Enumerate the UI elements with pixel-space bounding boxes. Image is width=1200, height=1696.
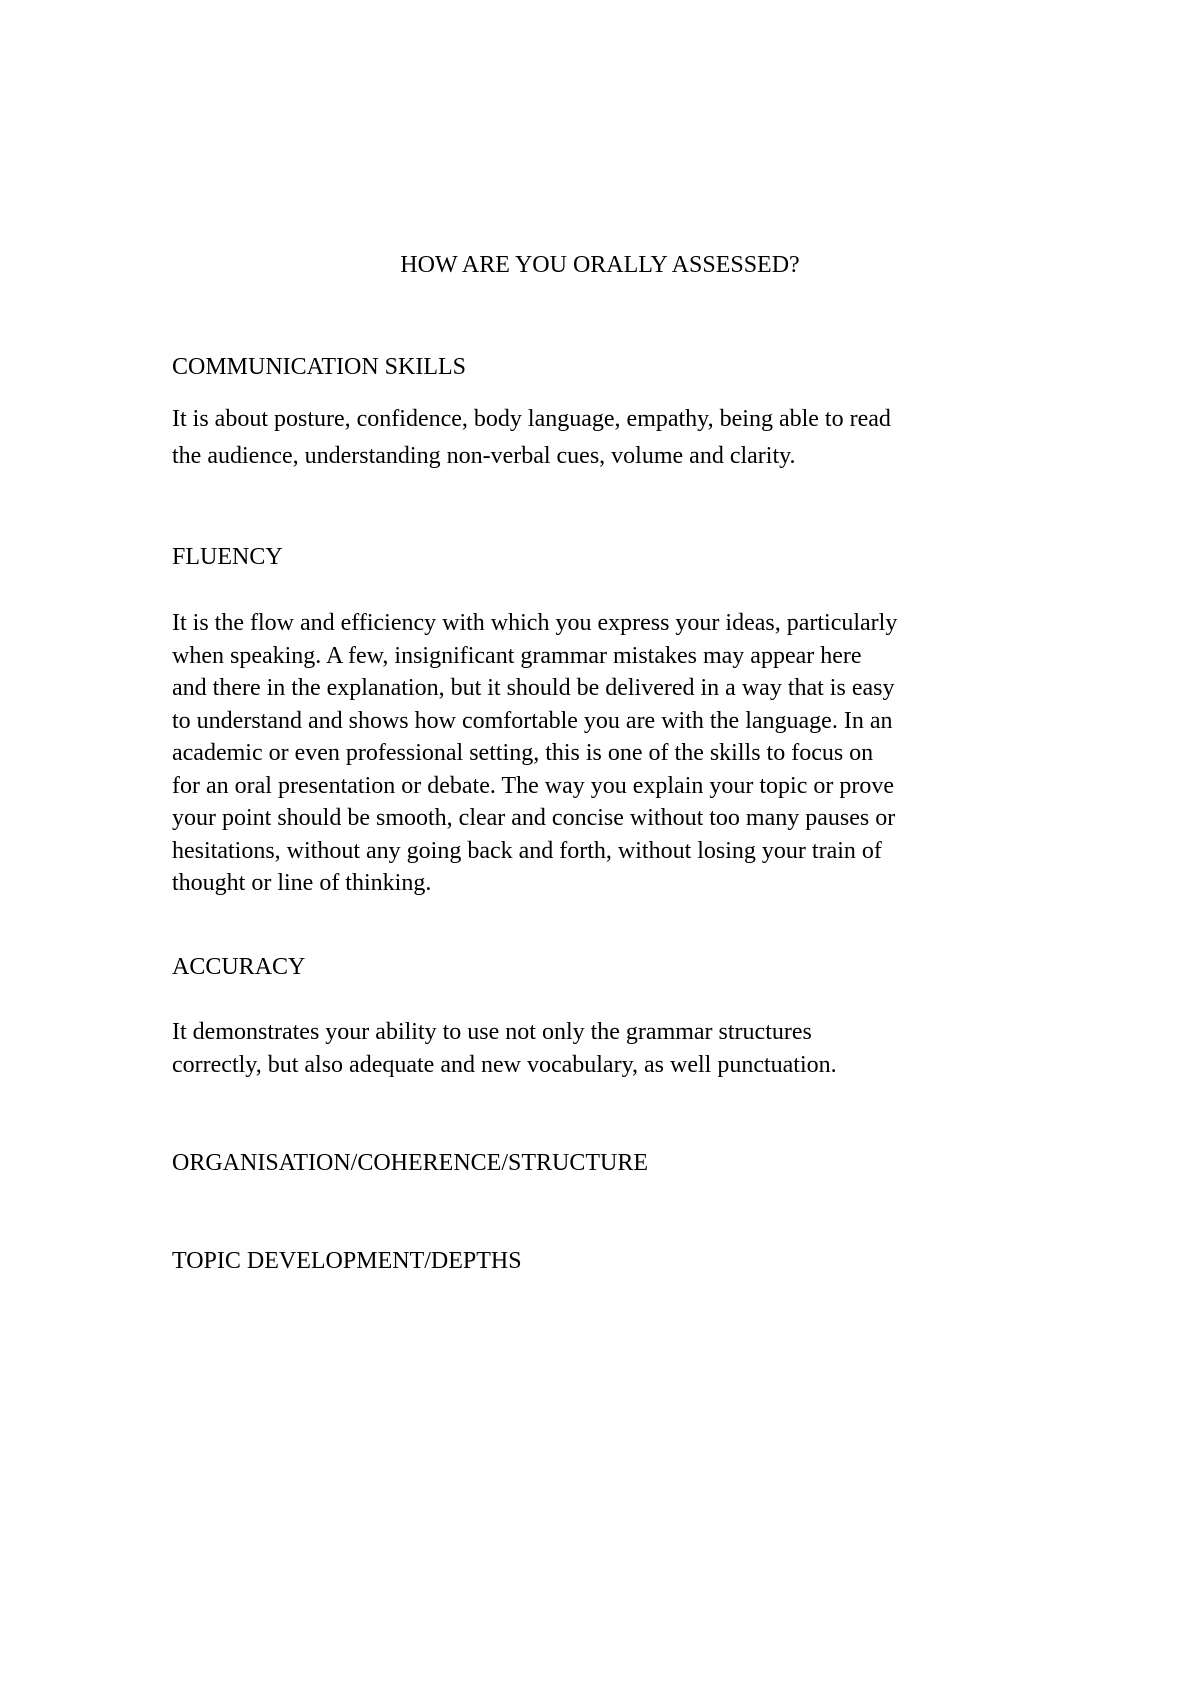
paragraph-line: thought or line of thinking. bbox=[172, 870, 432, 896]
paragraph-line: hesitations, without any going back and forth, without losing your train of bbox=[172, 837, 882, 864]
paragraph-line: to understand and shows how comfortable you are with the language. In an bbox=[172, 707, 893, 734]
paragraph-line: It demonstrates your ability to use not only the grammar structures bbox=[172, 1019, 812, 1045]
paragraph-line: correctly, but also adequate and new vocabulary, as well punctuation. bbox=[172, 1051, 837, 1078]
section-heading-accuracy: ACCURACY bbox=[172, 954, 306, 980]
paragraph-line: It is about posture, confidence, body language, empathy, being able to read bbox=[172, 406, 891, 432]
section-heading-organisation: ORGANISATION/COHERENCE/STRUCTURE bbox=[172, 1150, 649, 1176]
section-heading-communication-skills: COMMUNICATION SKILLS bbox=[172, 354, 467, 380]
section-body-communication-skills bbox=[172, 401, 1052, 475]
paragraph-line: It is the flow and efficiency with which you express your ideas, particularly bbox=[172, 610, 898, 636]
section-heading-topic-development: TOPIC DEVELOPMENT/DEPTHS bbox=[172, 1248, 522, 1274]
paragraph-line: when speaking. A few, insignificant grammar mistakes may appear here bbox=[172, 642, 862, 669]
paragraph-line: the audience, understanding non-verbal cues, volume and clarity. bbox=[172, 443, 796, 469]
document-title: HOW ARE YOU ORALLY ASSESSED? bbox=[400, 252, 800, 278]
paragraph-line: and there in the explanation, but it should be delivered in a way that is easy bbox=[172, 675, 895, 701]
paragraph-line: your point should be smooth, clear and concise without too many pauses or bbox=[172, 805, 896, 831]
paragraph-line: for an oral presentation or debate. The way you explain your topic or prove bbox=[172, 772, 894, 799]
paragraph-line: academic or even professional setting, this is one of the skills to focus on bbox=[172, 740, 874, 766]
section-body-accuracy bbox=[172, 1016, 1052, 1081]
section-heading-fluency: FLUENCY bbox=[172, 544, 283, 570]
section-body-fluency bbox=[172, 607, 1052, 900]
